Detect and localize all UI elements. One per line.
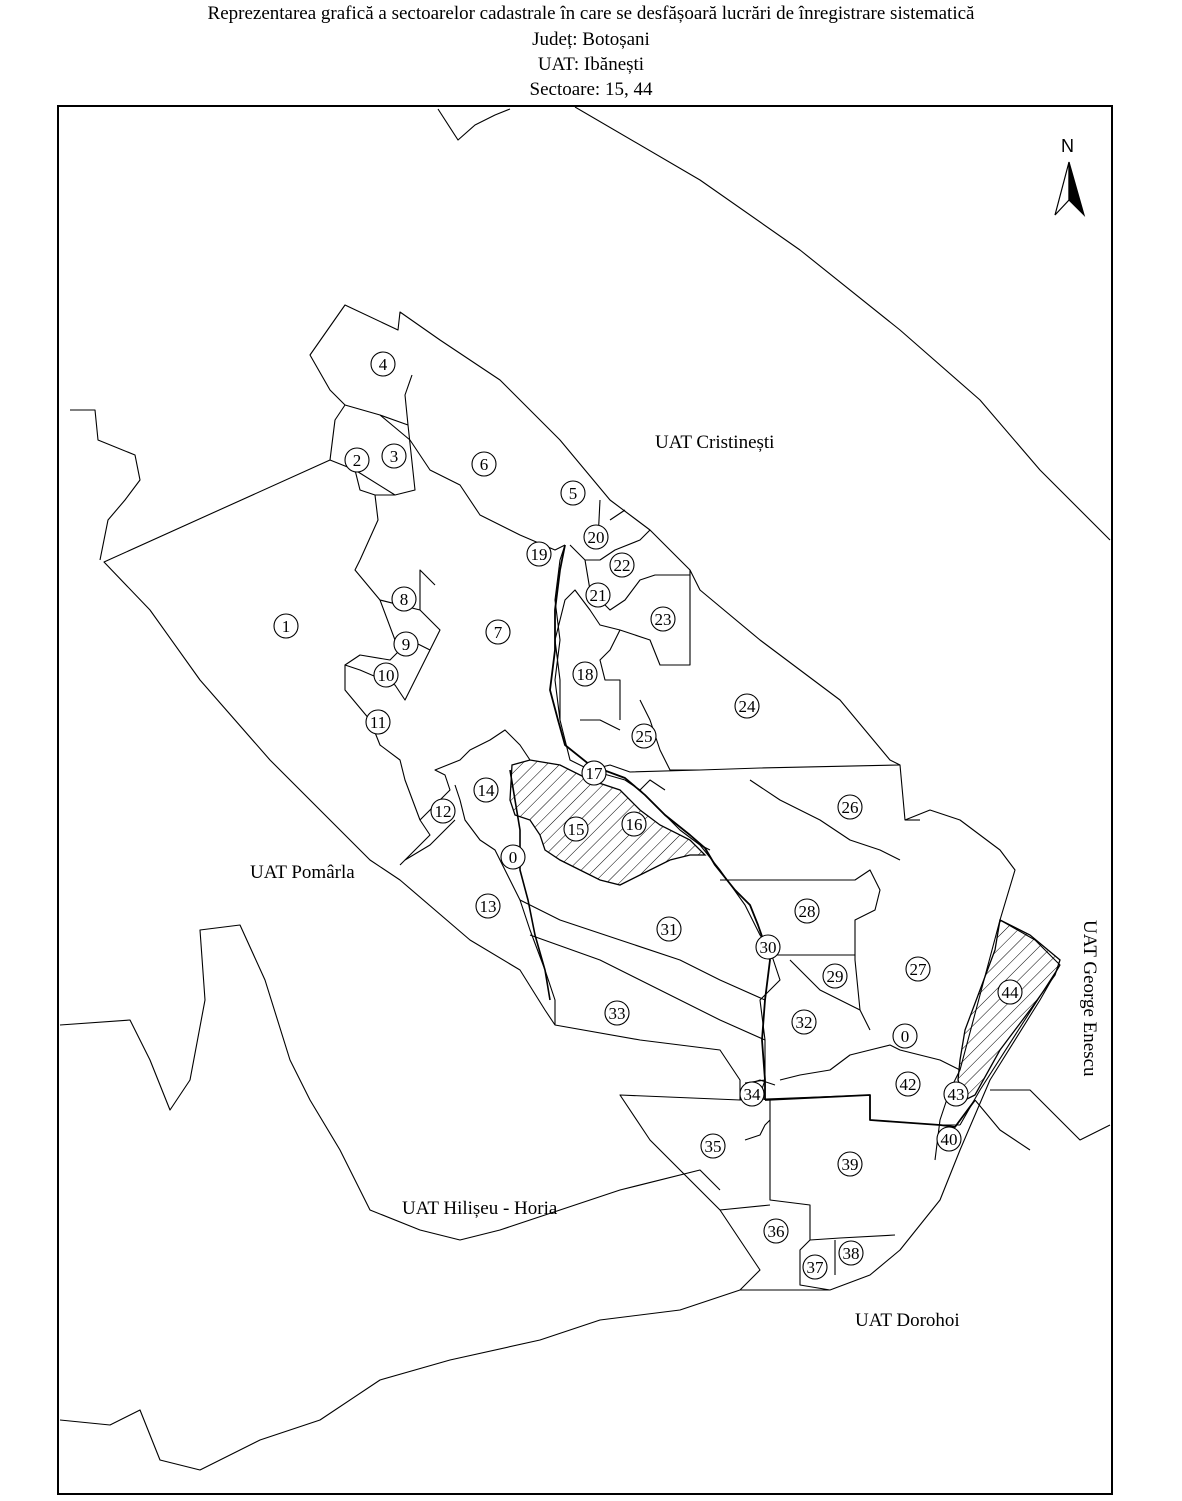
- sector-number: 43: [947, 1085, 965, 1104]
- sector-number: 6: [479, 455, 489, 474]
- sector-label-34: [740, 1082, 764, 1106]
- sector-label-35: [701, 1134, 725, 1158]
- sector-label-21: [586, 583, 610, 607]
- sector-number: 30: [759, 938, 777, 957]
- sector-number: 44: [1001, 983, 1019, 1002]
- sector-label-31: [657, 917, 681, 941]
- sector-label-10: [374, 663, 398, 687]
- neighbor-uat-cristinesti: UAT Cristinești: [655, 432, 775, 453]
- sector-number: 17: [585, 764, 603, 783]
- sector-label-2: [345, 448, 369, 472]
- sector-label-19: [527, 542, 551, 566]
- sector-number: 19: [530, 545, 548, 564]
- boundary-east-enescu: [990, 1090, 1110, 1140]
- sector-number: 8: [399, 590, 409, 609]
- sector-label-26: [838, 795, 862, 819]
- sector-number: 13: [479, 897, 497, 916]
- sector-number: 4: [378, 355, 388, 374]
- north-arrow-icon: [1055, 162, 1084, 215]
- sector-label-9: [394, 632, 418, 656]
- sector-number: 18: [576, 665, 594, 684]
- sector-number: 11: [369, 713, 387, 732]
- boundary-northeast: [575, 107, 1110, 540]
- sector-label-36: [764, 1219, 788, 1243]
- sector-label-18: [573, 662, 597, 686]
- map-title-line-1: Reprezentarea grafică a sectoarelor cadastrale în care se desfășoară lucrări de înregistrare sistematică: [207, 3, 975, 24]
- sector-label-24: [735, 694, 759, 718]
- neighbor-uat-pomarla: UAT Pomârla: [250, 862, 355, 883]
- sector-number: 1: [281, 617, 291, 636]
- sector-label-16: [622, 812, 646, 836]
- sector-number: 20: [587, 528, 605, 547]
- sector-number: 32: [795, 1013, 813, 1032]
- sector-label-14: [474, 778, 498, 802]
- neighbor-uat-hiliseu-horia: UAT Hilișeu - Horia: [402, 1198, 558, 1219]
- sector-label-20: [584, 525, 608, 549]
- neighbor-uat-george-enescu: UAT George Enescu: [1079, 920, 1100, 1077]
- sector-number: 3: [389, 447, 399, 466]
- sector-number: 24: [738, 697, 756, 716]
- sector-number: 7: [493, 623, 503, 642]
- sector-label-6: [472, 452, 496, 476]
- sector-label-23: [651, 607, 675, 631]
- boundary-west-top: [70, 410, 140, 560]
- sector-number: 36: [767, 1222, 785, 1241]
- sector-number: 37: [806, 1258, 824, 1277]
- map-title-county: Județ: Botoșani: [532, 29, 650, 50]
- sector-label-42: [896, 1072, 920, 1096]
- sector-number: 26: [841, 798, 859, 817]
- sector-number: 40: [940, 1130, 958, 1149]
- sector-number: 34: [743, 1085, 761, 1104]
- sector-label-4: [371, 352, 395, 376]
- sector-number: 14: [477, 781, 495, 800]
- map-title-sectors: Sectoare: 15, 44: [529, 79, 653, 100]
- sector-number: 42: [899, 1075, 917, 1094]
- sector-number: 5: [568, 484, 578, 503]
- sector-label-44: [998, 980, 1022, 1004]
- sector-number: 0: [900, 1027, 910, 1046]
- sector-label-40: [937, 1127, 961, 1151]
- sector-label-27: [906, 957, 930, 981]
- sector-number: 10: [377, 666, 395, 685]
- sector-label-8: [392, 587, 416, 611]
- sector-label-12: [431, 799, 455, 823]
- sector-label-11: [366, 710, 390, 734]
- sector-label-1: [274, 614, 298, 638]
- sector-number: 0: [508, 848, 518, 867]
- sector-number: 23: [654, 610, 672, 629]
- sector-label-37: [803, 1255, 827, 1279]
- sector-number: 33: [608, 1004, 626, 1023]
- sector-label-17: [582, 761, 606, 785]
- sector-label-13: [476, 894, 500, 918]
- sector-number: 21: [589, 586, 607, 605]
- boundary-hiliseu: [60, 925, 720, 1240]
- sector-label-30: [756, 935, 780, 959]
- sector-label-33: [605, 1001, 629, 1025]
- sector-label-5: [561, 481, 585, 505]
- sector-label-25: [632, 724, 656, 748]
- sector-number: 35: [704, 1137, 722, 1156]
- boundary-south: [60, 1290, 740, 1470]
- map-title-uat: UAT: Ibănești: [537, 54, 645, 75]
- sector-label-22: [610, 553, 634, 577]
- sector-label-38: [839, 1241, 863, 1265]
- sector-label-3: [382, 444, 406, 468]
- sector-44-hatched: [958, 920, 1060, 1100]
- sector-label-7: [486, 620, 510, 644]
- sector-label-15: [564, 817, 588, 841]
- sector-label-39: [838, 1152, 862, 1176]
- neighbor-uat-dorohoi: UAT Dorohoi: [855, 1310, 960, 1331]
- sector-number: 38: [842, 1244, 860, 1263]
- boundary-north-river: [438, 109, 510, 140]
- sector-label-28: [795, 899, 819, 923]
- sector-number: 2: [352, 451, 362, 470]
- boundary-east-enescu-2: [975, 1100, 1030, 1150]
- sector-number: 25: [635, 727, 653, 746]
- sector-number: 27: [909, 960, 927, 979]
- sector-number: 12: [434, 802, 452, 821]
- sector-label-0-1: [893, 1024, 917, 1048]
- sector-label-43: [944, 1082, 968, 1106]
- sector-label-32: [792, 1010, 816, 1034]
- sector-number: 28: [798, 902, 816, 921]
- sector-label-29: [823, 964, 847, 988]
- sector-number: 9: [401, 635, 411, 654]
- sector-number: 39: [841, 1155, 859, 1174]
- sector-number: 22: [613, 556, 631, 575]
- sector-number: 15: [567, 820, 585, 839]
- sector-number: 31: [660, 920, 678, 939]
- sector-number: 16: [625, 815, 643, 834]
- sector-label-0-0: [501, 845, 525, 869]
- sector-number: 29: [826, 967, 844, 986]
- north-label: N: [1061, 136, 1074, 156]
